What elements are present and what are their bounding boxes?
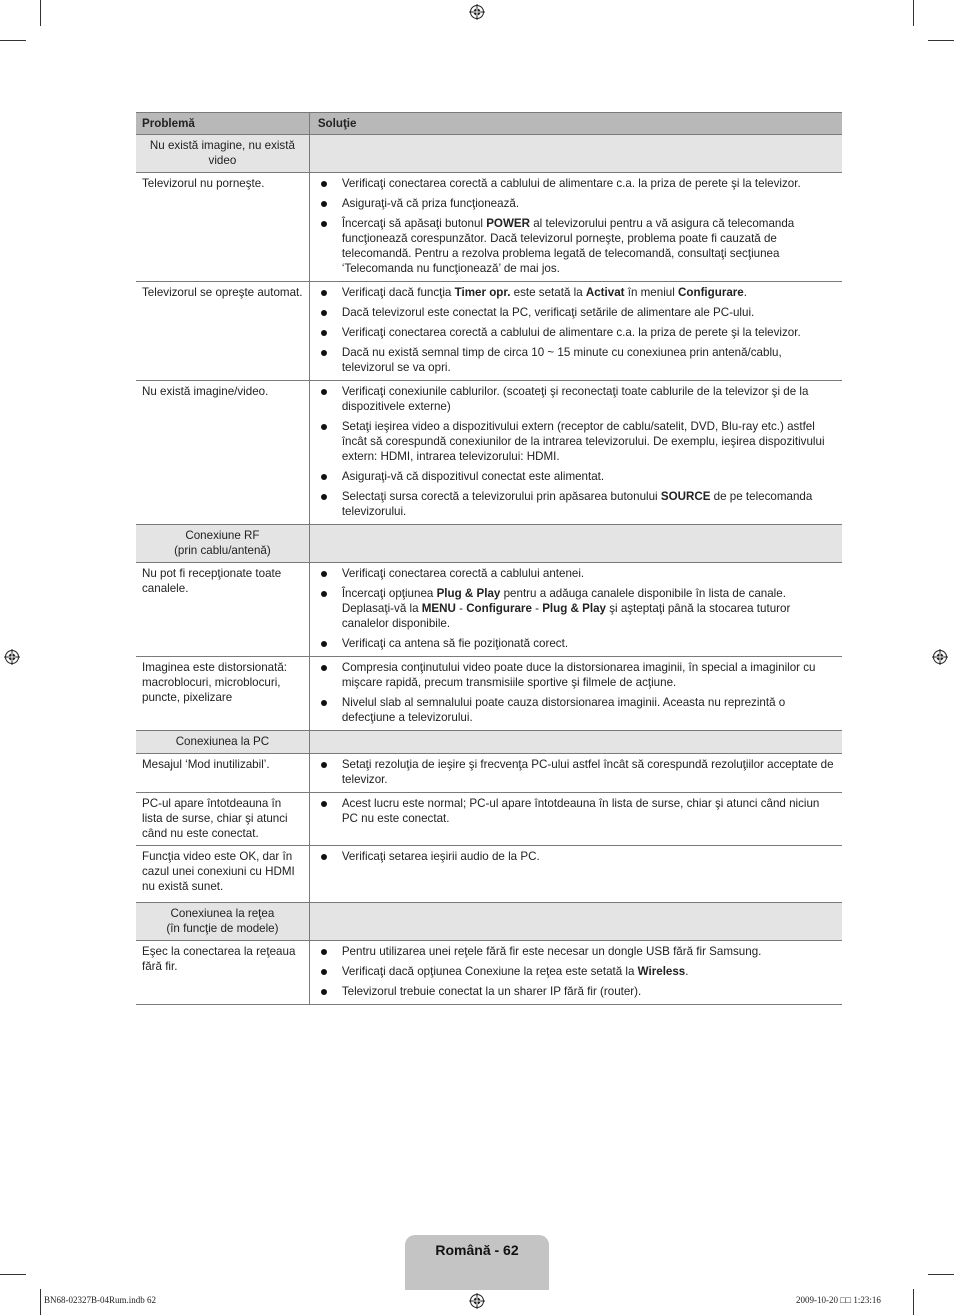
header-solution: Soluţie	[309, 113, 842, 135]
solution-item	[318, 984, 836, 999]
solution-list	[318, 566, 836, 651]
solution-text: Pentru utilizarea unei reţele fără fir este necesar un dongle USB fără fir Samsung.	[341, 945, 762, 958]
solution-cell	[309, 793, 842, 846]
solution-text: Verificaţi ca antena să fie poziţionată corect.	[341, 637, 569, 650]
footer-timestamp: 2009-10-20 □□ 1:23:16	[796, 1295, 881, 1305]
bullet-icon	[321, 854, 327, 860]
crop-mark	[913, 1289, 914, 1315]
solution-text: Verificaţi conexiunile cablurilor. (scoateţi şi reconectaţi toate cablurile de la televizor şi de la dispozitivele externe)	[341, 385, 809, 413]
solution-list	[318, 176, 836, 276]
solution-text: Acest lucru este normal; PC-ul apare întotdeauna în lista de surse, chiar şi atunci când niciun PC nu este conectat.	[341, 797, 820, 825]
solution-text: Încercaţi să apăsaţi butonul	[341, 217, 487, 230]
solution-item	[318, 305, 836, 320]
solution-item	[318, 660, 836, 690]
section-title: Nu există imagine, nu există video	[136, 135, 309, 173]
bold-term: Timer opr.	[454, 286, 511, 299]
solution-item	[318, 345, 836, 375]
problem-cell: Televizorul nu porneşte.	[136, 173, 309, 282]
solution-text: şi aşteptaţi până la stocarea tuturor canalelor disponibile.	[341, 602, 791, 630]
bold-term: Configurare	[466, 602, 532, 615]
section-title	[136, 903, 309, 941]
bullet-icon	[321, 494, 327, 500]
solution-item	[318, 176, 836, 191]
section-row	[136, 731, 842, 754]
bullet-icon	[321, 474, 327, 480]
registration-mark-icon	[932, 649, 948, 665]
solution-list	[318, 944, 836, 999]
bullet-icon	[321, 389, 327, 395]
solution-list	[318, 796, 836, 826]
solution-text: al televizorului pentru a vă asigura că telecomanda funcţionează corespunzător. Dacă televizorul porneşte, problema poate fi cauzată de telecomandă. Pentru a rezolva problema legată de telecomandă, consultaţi secţiunea ‘Telecomanda nu funcţionează’ de mai jos.	[341, 217, 795, 275]
solution-item	[318, 796, 836, 826]
bullet-icon	[321, 641, 327, 647]
section-empty-cell	[309, 903, 842, 941]
table-row	[136, 846, 842, 903]
solution-item	[318, 944, 836, 959]
problem-cell: Funcţia video este OK, dar în cazul unei conexiuni cu HDMI nu există sunet.	[136, 846, 309, 903]
solution-item	[318, 964, 836, 979]
solution-text: Verificaţi setarea ieşirii audio de la PC.	[341, 850, 540, 863]
crop-mark	[928, 40, 954, 41]
solution-cell	[309, 282, 842, 381]
bullet-icon	[321, 949, 327, 955]
solution-item	[318, 325, 836, 340]
section-title-line: Conexiune RF	[185, 529, 260, 542]
solution-list	[318, 757, 836, 787]
problem-cell: PC-ul apare întotdeauna în lista de surse, chiar şi atunci când nu este conectat.	[136, 793, 309, 846]
solution-text: Verificaţi dacă funcţia	[341, 286, 455, 299]
troubleshooting-table	[136, 112, 842, 1005]
bullet-icon	[321, 762, 327, 768]
solution-list	[318, 384, 836, 519]
section-title: Conexiunea la PC	[136, 731, 309, 754]
table-body	[136, 135, 842, 1005]
solution-text: .	[685, 965, 689, 978]
bold-term: Activat	[585, 286, 625, 299]
solution-text: Televizorul trebuie conectat la un sharer IP fără fir (router).	[341, 985, 642, 998]
table-row	[136, 941, 842, 1005]
bullet-icon	[321, 290, 327, 296]
section-row	[136, 525, 842, 563]
solution-list	[318, 285, 836, 375]
solution-text: Compresia conţinutului video poate duce la distorsionarea imaginii, în special a imaginilor cu mişcare rapidă, precum transmisiile sportive şi filmele de acţiune.	[341, 661, 816, 689]
solution-text: Verificaţi conectarea corectă a cablului de alimentare c.a. la priza de perete şi la televizor.	[341, 326, 801, 339]
solution-cell	[309, 846, 842, 903]
section-empty-cell	[309, 135, 842, 173]
problem-cell: Imaginea este distorsionată: macroblocuri, microblocuri, puncte, pixelizare	[136, 657, 309, 731]
section-row	[136, 903, 842, 941]
solution-item	[318, 586, 836, 631]
bullet-icon	[321, 801, 327, 807]
bullet-icon	[321, 989, 327, 995]
solution-item	[318, 216, 836, 276]
solution-text: Asiguraţi-vă că priza funcţionează.	[341, 197, 520, 210]
bullet-icon	[321, 424, 327, 430]
registration-mark-icon	[4, 649, 20, 665]
section-empty-cell	[309, 731, 842, 754]
table-row	[136, 381, 842, 525]
solution-cell	[309, 563, 842, 657]
solution-item	[318, 757, 836, 787]
solution-text: -	[455, 602, 467, 615]
solution-text: Verificaţi conectarea corectă a cablului antenei.	[341, 567, 585, 580]
solution-item	[318, 384, 836, 414]
bullet-icon	[321, 700, 327, 706]
table-row	[136, 173, 842, 282]
solution-item	[318, 636, 836, 651]
bullet-icon	[321, 665, 327, 671]
bullet-icon	[321, 969, 327, 975]
solution-item	[318, 489, 836, 519]
solution-text: Asiguraţi-vă că dispozitivul conectat este alimentat.	[341, 470, 605, 483]
bullet-icon	[321, 330, 327, 336]
registration-mark-icon	[469, 1293, 485, 1309]
bold-term: Wireless	[637, 965, 686, 978]
solution-item	[318, 849, 836, 864]
solution-text: este setată la	[510, 286, 586, 299]
problem-cell: Mesajul ‘Mod inutilizabil’.	[136, 754, 309, 793]
solution-item	[318, 695, 836, 725]
solution-text: Nivelul slab al semnalului poate cauza distorsionarea imaginii. Aceasta nu reprezintă o defecţiune a televizorului.	[341, 696, 786, 724]
crop-mark	[40, 1289, 41, 1315]
crop-mark	[928, 1274, 954, 1275]
solution-cell	[309, 657, 842, 731]
table-row	[136, 563, 842, 657]
solution-text: Setaţi rezoluţia de ieşire şi frecvenţa PC-ului astfel încât să corespundă rezoluţiilor acceptate de televizor.	[341, 758, 834, 786]
solution-text: în meniul	[624, 286, 679, 299]
bold-term: Configurare	[678, 286, 744, 299]
bullet-icon	[321, 221, 327, 227]
solution-list	[318, 849, 836, 864]
section-title	[136, 525, 309, 563]
solution-text: pentru a adăuga canalele disponibile în lista de canale. Deplasaţi-vă la	[341, 587, 786, 615]
problem-cell: Televizorul se opreşte automat.	[136, 282, 309, 381]
solution-item	[318, 196, 836, 211]
table-header-row	[136, 113, 842, 135]
section-title-line: (prin cablu/antenă)	[174, 544, 271, 557]
section-title-line: (în funcţie de modele)	[166, 922, 279, 935]
solution-item	[318, 469, 836, 484]
solution-cell	[309, 941, 842, 1005]
solution-text: Verificaţi dacă opţiunea Conexiune la reţea este setată la	[341, 965, 638, 978]
bullet-icon	[321, 181, 327, 187]
solution-text: Încercaţi opţiunea	[341, 587, 437, 600]
crop-mark	[0, 40, 26, 41]
header-problem: Problemă	[136, 113, 309, 135]
table-row	[136, 657, 842, 731]
solution-item	[318, 419, 836, 464]
bullet-icon	[321, 571, 327, 577]
table-row	[136, 282, 842, 381]
solution-cell	[309, 381, 842, 525]
solution-text: Dacă televizorul este conectat la PC, verificaţi setările de alimentare ale PC-ului.	[341, 306, 755, 319]
solution-text: Setaţi ieşirea video a dispozitivului extern (receptor de cablu/satelit, DVD, Blu-ray etc.) astfel încât să corespundă conexiunilor de la intrarea televizorului. De exemplu, ieşirea dispozitivului extern: HDMI, intrarea televizorului: HDMI.	[341, 420, 825, 463]
bold-term: Plug & Play	[436, 587, 501, 600]
bold-term: MENU	[421, 602, 456, 615]
crop-mark	[913, 0, 914, 26]
table-row	[136, 754, 842, 793]
footer-file-info: BN68-02327B-04Rum.indb 62	[44, 1295, 157, 1305]
bullet-icon	[321, 310, 327, 316]
crop-mark	[40, 0, 41, 26]
solution-cell	[309, 173, 842, 282]
problem-cell: Nu pot fi recepţionate toate canalele.	[136, 563, 309, 657]
bullet-icon	[321, 591, 327, 597]
section-row	[136, 135, 842, 173]
solution-cell	[309, 754, 842, 793]
registration-mark-icon	[469, 4, 485, 20]
bullet-icon	[321, 350, 327, 356]
bold-term: SOURCE	[660, 490, 711, 503]
crop-mark	[0, 1274, 26, 1275]
table-row	[136, 793, 842, 846]
solution-text: .	[743, 286, 747, 299]
solution-text: de pe telecomanda televizorului.	[341, 490, 813, 518]
problem-cell: Nu există imagine/video.	[136, 381, 309, 525]
solution-text: Verificaţi conectarea corectă a cablului de alimentare c.a. la priza de perete şi la televizor.	[341, 177, 801, 190]
solution-text: Dacă nu există semnal timp de circa 10 ~ 15 minute cu conexiunea prin antenă/cablu, televizorul se va opri.	[341, 346, 782, 374]
solution-item	[318, 566, 836, 581]
bullet-icon	[321, 201, 327, 207]
bold-term: POWER	[486, 217, 531, 230]
solution-list	[318, 660, 836, 725]
solution-text: -	[531, 602, 543, 615]
section-empty-cell	[309, 525, 842, 563]
bold-term: Plug & Play	[542, 602, 606, 615]
solution-item	[318, 285, 836, 300]
section-title-line: Conexiunea la reţea	[170, 907, 275, 920]
page-number-badge: Română - 62	[405, 1235, 549, 1290]
problem-cell: Eşec la conectarea la reţeaua fără fir.	[136, 941, 309, 1005]
solution-text: Selectaţi sursa corectă a televizorului prin apăsarea butonului	[341, 490, 661, 503]
